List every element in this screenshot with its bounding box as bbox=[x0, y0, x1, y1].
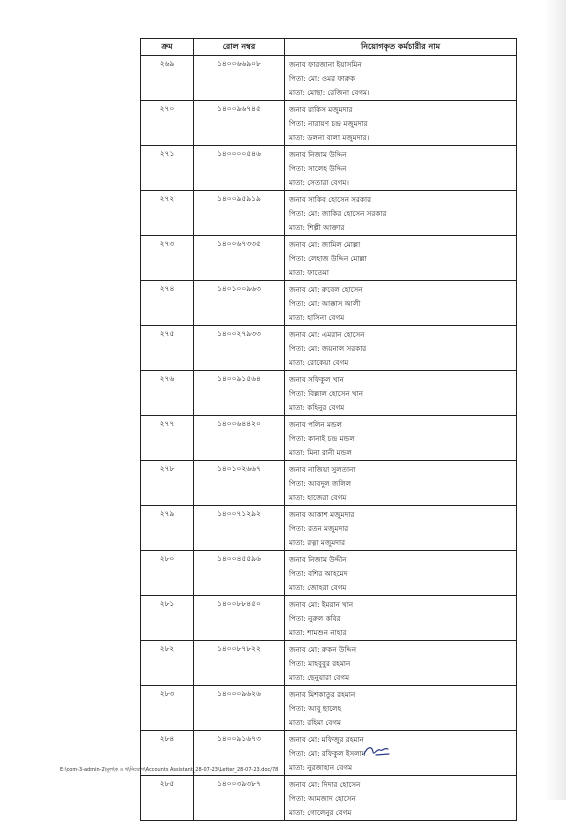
appointee-name: জনাব মো: রুবেল হোসেন bbox=[289, 285, 363, 294]
appointee-name: জনাব মো: ইমরান খান bbox=[289, 600, 354, 609]
table-row bbox=[141, 281, 517, 326]
appointee-name: জনাব নিজাম উদ্দীন bbox=[289, 555, 347, 564]
roll-number: ১৪০০৩৯৩৮৭ bbox=[194, 776, 285, 821]
mother-name: মাতা: মোছা: রেজিনা বেগম। bbox=[289, 88, 370, 97]
roll-number: ১৪০০০০৫৪৬ bbox=[194, 146, 285, 191]
mother-name: মাতা: ছেনুয়ারা বেগম bbox=[289, 673, 350, 682]
father-name: পিতা: নুরুল কবির bbox=[289, 614, 341, 623]
table-row bbox=[141, 686, 517, 731]
mother-name: মাতা: শামশুন নাহার bbox=[289, 628, 347, 637]
table-row bbox=[141, 56, 517, 101]
document-file-path: E:\com-3-admin-2\মূল\ক ও খ\নিয়োগ\Accounts Assistant_28-07-23\Letter_28-07-23.doc/78 bbox=[60, 767, 279, 773]
appointee-name: জনাব সফিকুল খান bbox=[289, 375, 344, 384]
header-serial: ক্রম bbox=[141, 39, 194, 56]
mother-name: মাতা: গোলেনুর বেগম bbox=[289, 808, 352, 817]
roll-number: ১৪০০২৭৯৩৩ bbox=[194, 326, 285, 371]
appointee-name: জনাব মো: রুকন উদ্দিন bbox=[289, 645, 357, 654]
mother-name: মাতা: মিনা রানী মন্ডল bbox=[289, 448, 352, 457]
header-roll-number: রোল নম্বর bbox=[194, 39, 285, 56]
mother-name: মাতা: রত্না মজুমদার bbox=[289, 538, 346, 547]
mother-name: মাতা: ডলনা বালা মজুমদার। bbox=[289, 133, 370, 142]
serial-number: ২৭২ bbox=[141, 191, 194, 236]
roll-number: ১৪০০৯৫৯১৯ bbox=[194, 191, 285, 236]
father-name: পিতা: আবদুল জলিল bbox=[289, 479, 352, 488]
roll-number: ১৪০০৬৭৩৩৫ bbox=[194, 236, 285, 281]
table-row bbox=[141, 596, 517, 641]
appointee-name: জনাব আকাশ মজুমদার bbox=[289, 510, 355, 519]
father-name: পিতা: নারায়ণ চন্দ্র মজুমদার bbox=[289, 119, 368, 128]
table-row bbox=[141, 641, 517, 686]
appointee-details bbox=[285, 371, 517, 416]
appointee-details bbox=[285, 776, 517, 821]
table-row bbox=[141, 191, 517, 236]
serial-number: ২৭৩ bbox=[141, 236, 194, 281]
mother-name: মাতা: হাজেরা বেগম bbox=[289, 493, 347, 502]
table-header-row bbox=[141, 39, 517, 56]
father-name: পিতা: বিল্লাল হোসেন খান bbox=[289, 389, 364, 398]
roll-number: ১৪০০৬৬৯০৮ bbox=[194, 56, 285, 101]
appointee-details bbox=[285, 596, 517, 641]
father-name: পিতা: মো: আক্কাস আলী bbox=[289, 299, 361, 308]
father-name: পিতা: আবু ছালেহ bbox=[289, 704, 342, 713]
serial-number: ২৭৯ bbox=[141, 506, 194, 551]
appointee-details bbox=[285, 551, 517, 596]
serial-number: ২৮৪ bbox=[141, 731, 194, 776]
roll-number: ১৪০০৯৬৭৪৫ bbox=[194, 101, 285, 146]
signature-mark bbox=[362, 744, 392, 758]
appointee-name: জনাব পলিন মন্ডল bbox=[289, 420, 343, 429]
appointee-details bbox=[285, 506, 517, 551]
roll-number: ১৪০০৭১২৯২ bbox=[194, 506, 285, 551]
appointee-details bbox=[285, 641, 517, 686]
mother-name: মাতা: নুরজাহান বেগম bbox=[289, 763, 353, 772]
appointee-name: জনাব সাকিব হোসেন সরকার bbox=[289, 195, 372, 204]
appointee-details bbox=[285, 146, 517, 191]
roll-number: ১৪০০৮৮৪৫০ bbox=[194, 596, 285, 641]
serial-number: ২৭৮ bbox=[141, 461, 194, 506]
mother-name: মাতা: সেতারা বেগম। bbox=[289, 178, 349, 187]
appointee-table bbox=[140, 38, 517, 821]
table-row bbox=[141, 506, 517, 551]
appointee-details bbox=[285, 101, 517, 146]
table-row bbox=[141, 416, 517, 461]
serial-number: ২৮০ bbox=[141, 551, 194, 596]
table-row bbox=[141, 551, 517, 596]
serial-number: ২৭৪ bbox=[141, 281, 194, 326]
header-appointee-name: নিয়োগকৃত কর্মচারীর নাম bbox=[285, 39, 517, 56]
mother-name: মাতা: হাসিনা বেগম bbox=[289, 313, 345, 322]
table-row bbox=[141, 101, 517, 146]
mother-name: মাতা: কহিনুর বেগম bbox=[289, 403, 345, 412]
father-name: পিতা: মো: জয়নাল সরকার bbox=[289, 344, 367, 353]
father-name: পিতা: রতন মজুমদার bbox=[289, 524, 349, 533]
table-row bbox=[141, 776, 517, 821]
father-name: পিতা: মো: ওমর ফারুক bbox=[289, 74, 356, 83]
roll-number: ১৪০১০২৬৬৭ bbox=[194, 461, 285, 506]
roll-number: ১৪০০৮৭৮২২ bbox=[194, 641, 285, 686]
appointee-details bbox=[285, 236, 517, 281]
father-name: পিতা: মো: রফিকুল ইসলাম bbox=[289, 749, 366, 758]
appointee-details bbox=[285, 731, 517, 776]
roll-number: ১৪০০৯১৫৬৪ bbox=[194, 371, 285, 416]
mother-name: মাতা: জোহরা বেগম bbox=[289, 583, 347, 592]
father-name: পিতা: সালেহ উদ্দিন bbox=[289, 164, 347, 173]
table-row bbox=[141, 326, 517, 371]
appointee-details bbox=[285, 416, 517, 461]
table-row bbox=[141, 371, 517, 416]
appointee-details bbox=[285, 461, 517, 506]
mother-name: মাতা: রোকেয়া বেগম bbox=[289, 358, 349, 367]
father-name: পিতা: বশির আহমেদ bbox=[289, 569, 348, 578]
appointee-name: জনাব মো: দিদার হোসেন bbox=[289, 780, 361, 789]
appointee-name: জনাব মিশকাতুর রহমান bbox=[289, 690, 356, 699]
roll-number: ১৪০১০০৯৬৩ bbox=[194, 281, 285, 326]
appointee-name: জনাব রাকিস মজুমদার bbox=[289, 105, 353, 114]
appointee-details bbox=[285, 56, 517, 101]
appointee-details bbox=[285, 191, 517, 236]
serial-number: ২৮২ bbox=[141, 641, 194, 686]
serial-number: ২৮১ bbox=[141, 596, 194, 641]
serial-number: ২৮৫ bbox=[141, 776, 194, 821]
roll-number: ১৪০০৯১৬৭৩ bbox=[194, 731, 285, 776]
table-row bbox=[141, 146, 517, 191]
serial-number: ২৬৯ bbox=[141, 56, 194, 101]
serial-number: ২৭৫ bbox=[141, 326, 194, 371]
appointee-details bbox=[285, 326, 517, 371]
table-row bbox=[141, 461, 517, 506]
appointee-name: জনাব মো: এমরান হোসেন bbox=[289, 330, 365, 339]
page-edge-shadow bbox=[544, 0, 566, 800]
father-name: পিতা: মো: জাকির হোসেন সরকার bbox=[289, 209, 387, 218]
roll-number: ১৪০০০৯৬২৬ bbox=[194, 686, 285, 731]
father-name: পিতা: আমজাদ হোসেন bbox=[289, 794, 356, 803]
mother-name: মাতা: ফাতেমা bbox=[289, 268, 329, 277]
father-name: পিতা: কানাই চন্দ্র মন্ডল bbox=[289, 434, 355, 443]
mother-name: মাতা: শিল্পী আক্তার bbox=[289, 223, 345, 232]
roll-number: ১৪০০৪৫৫৯৬ bbox=[194, 551, 285, 596]
serial-number: ২৭৬ bbox=[141, 371, 194, 416]
roll-number: ১৪০০৬৪৪২০ bbox=[194, 416, 285, 461]
appointee-name: জনাব ফারজানা ইয়াসমিন bbox=[289, 60, 362, 69]
serial-number: ২৭১ bbox=[141, 146, 194, 191]
serial-number: ২৭০ bbox=[141, 101, 194, 146]
appointee-name: জনাব মো: মফিজুর রহমান bbox=[289, 735, 364, 744]
appointee-name: জনাব নাজিয়া সুলতানা bbox=[289, 465, 356, 474]
appointee-name: জনাব মো: জামিল মোল্লা bbox=[289, 240, 361, 249]
appointee-details bbox=[285, 281, 517, 326]
mother-name: মাতা: রহিমা বেগম bbox=[289, 718, 342, 727]
table-row bbox=[141, 236, 517, 281]
appointee-name: জনাব নিজাম উদ্দিন bbox=[289, 150, 347, 159]
father-name: পিতা: মাহবুবুর রহমান bbox=[289, 659, 351, 668]
serial-number: ২৮৩ bbox=[141, 686, 194, 731]
serial-number: ২৭৭ bbox=[141, 416, 194, 461]
father-name: পিতা: লেহাজ উদ্দিন মোল্লা bbox=[289, 254, 367, 263]
appointee-details bbox=[285, 686, 517, 731]
